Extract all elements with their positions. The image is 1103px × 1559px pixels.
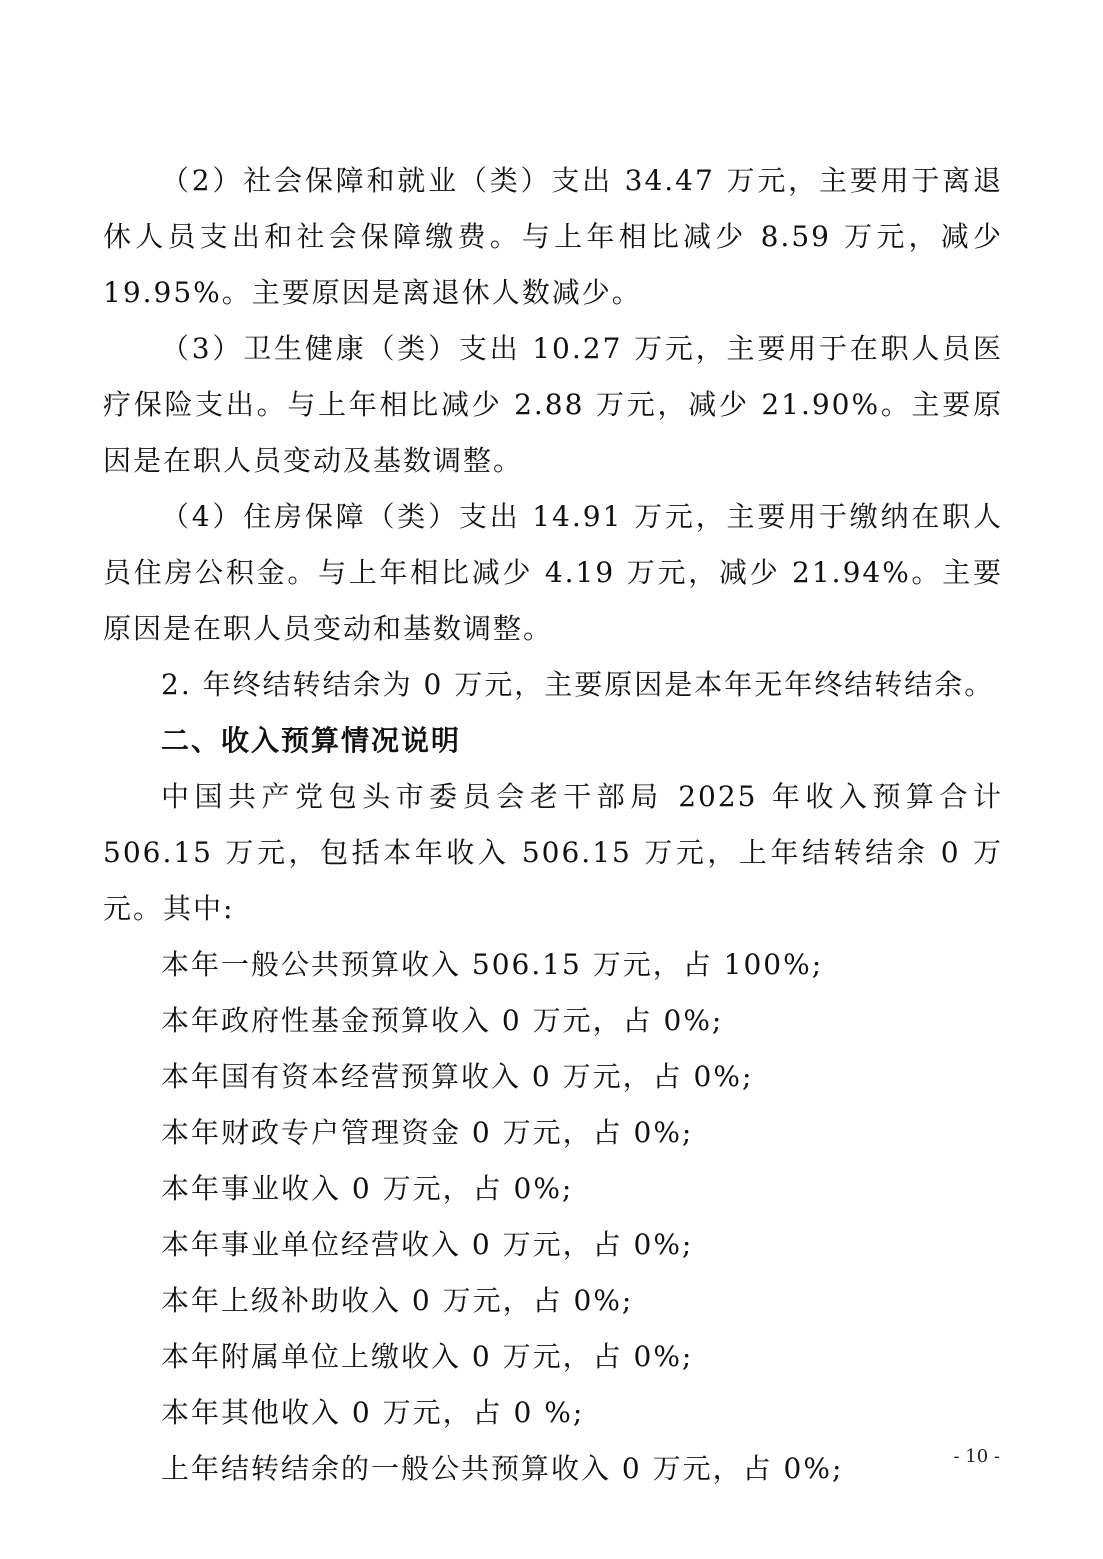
paragraph-year-end-balance: 2. 年终结转结余为 0 万元，主要原因是本年无年终结转结余。 <box>161 668 995 701</box>
page-number: - 10 - <box>953 1446 1000 1467</box>
body-text <box>103 153 1003 1497</box>
income-item: 本年政府性基金预算收入 0 万元，占 0%; <box>161 1004 724 1037</box>
income-item: 本年其他收入 0 万元，占 0 %; <box>161 1396 585 1429</box>
paragraph-housing: （4）住房保障（类）支出 14.91 万元，主要用于缴纳在职人员住房公积金。与上年相比减少 4.19 万元，减少 21.94%。主要原因是在职人员变动和基数调整。 <box>103 500 1003 645</box>
paragraph-income-intro: 中国共产党包头市委员会老干部局 2025 年收入预算合计 506.15 万元，包括本年收入 506.15 万元，上年结转结余 0 万元。其中: <box>103 780 1003 925</box>
income-item: 本年事业单位经营收入 0 万元，占 0%; <box>161 1228 694 1261</box>
income-item: 本年一般公共预算收入 506.15 万元，占 100%; <box>161 948 824 981</box>
income-item: 本年事业收入 0 万元，占 0%; <box>161 1172 574 1205</box>
paragraph-health: （3）卫生健康（类）支出 10.27 万元，主要用于在职人员医疗保险支出。与上年相比减少 2.88 万元，减少 21.90%。主要原因是在职人员变动及基数调整。 <box>103 332 1003 477</box>
income-item: 上年结转结余的一般公共预算收入 0 万元，占 0%; <box>161 1452 844 1485</box>
income-item: 本年国有资本经营预算收入 0 万元，占 0%; <box>161 1060 754 1093</box>
income-item: 本年上级补助收入 0 万元，占 0%; <box>161 1284 634 1317</box>
income-item: 本年附属单位上缴收入 0 万元，占 0%; <box>161 1340 694 1373</box>
income-item: 本年财政专户管理资金 0 万元，占 0%; <box>161 1116 694 1149</box>
paragraph-social-security: （2）社会保障和就业（类）支出 34.47 万元，主要用于离退休人员支出和社会保障缴费。与上年相比减少 8.59 万元，减少 19.95%。主要原因是离退休人数减少。 <box>103 164 1003 309</box>
section-heading-income-budget: 二、收入预算情况说明 <box>161 724 462 757</box>
